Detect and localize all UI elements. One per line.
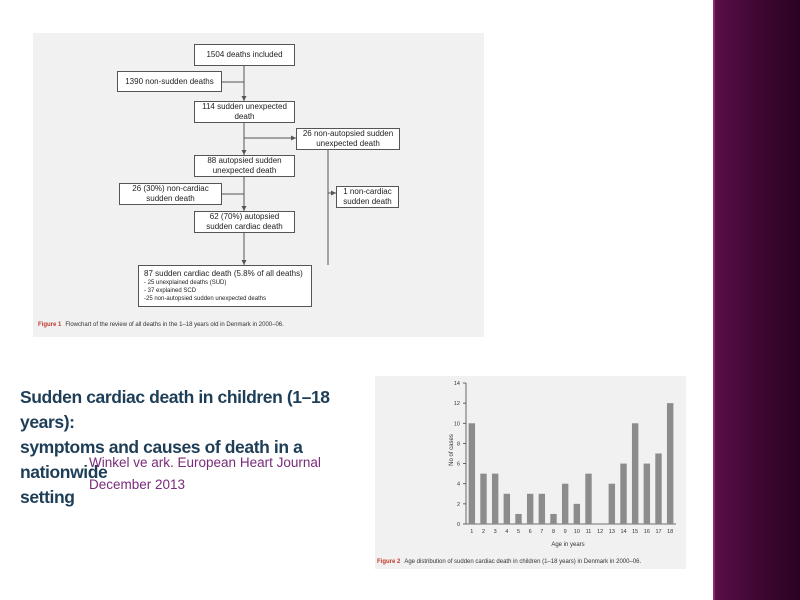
y-tick-label: 2 — [456, 501, 460, 508]
bar-age-2 — [480, 474, 486, 524]
explained-scd-line: - 37 explained SCD — [144, 288, 197, 294]
y-tick-label: 14 — [453, 381, 460, 387]
bar-age-3 — [492, 474, 498, 524]
figure-1-label: Figure 1 — [38, 322, 62, 328]
x-tick-label: 8 — [551, 529, 556, 535]
x-tick-label: 5 — [516, 529, 521, 535]
bar-age-4 — [504, 494, 510, 524]
sudden-cardiac-death-total: 87 sudden cardiac death (5.8% of all deaths) — [144, 269, 303, 278]
bar-age-13 — [609, 484, 615, 524]
age-distribution-chart — [375, 376, 686, 569]
bar-age-6 — [527, 494, 533, 524]
slide-title-line-2: symptoms and causes of death in a nationwide — [20, 437, 303, 482]
age-distribution-figure — [375, 376, 686, 569]
x-tick-label: 15 — [632, 529, 639, 535]
x-tick-label: 17 — [655, 529, 662, 535]
x-tick-label: 13 — [608, 529, 615, 535]
box-non-autopsied: 26 non-autopsied sudden unexpected death — [296, 128, 400, 150]
x-tick-label: 10 — [573, 529, 580, 535]
bar-age-16 — [644, 464, 650, 524]
bar-age-5 — [515, 514, 521, 524]
x-axis-label: Age in years — [551, 542, 585, 548]
bar-age-18 — [667, 403, 673, 524]
y-axis-label: No of cases — [449, 434, 455, 466]
x-tick-label: 4 — [505, 529, 509, 535]
x-tick-label: 11 — [585, 529, 592, 535]
box-non-cardiac-1: 1 non-cardiac sudden death — [336, 186, 399, 208]
bar-age-15 — [632, 423, 638, 524]
figure-2-caption-text: Age distribution of sudden cardiac death in children (1–18 years) in Denmark in 2000–06. — [404, 559, 642, 565]
x-tick-label: 3 — [493, 529, 497, 535]
x-tick-label: 6 — [528, 529, 532, 535]
figure-1-caption — [38, 322, 284, 328]
box-autopsied-cardiac: 62 (70%) autopsied sudden cardiac death — [194, 211, 295, 233]
citation-line-1: Winkel ve ark. European Heart Journal — [89, 455, 321, 470]
figure-2-caption — [377, 559, 641, 565]
unexplained-deaths-line: - 25 unexplained deaths (SUD) — [144, 280, 227, 286]
bar-age-17 — [655, 454, 661, 525]
box-non-sudden-deaths: 1390 non-sudden deaths — [117, 71, 222, 92]
y-tick-label: 6 — [456, 461, 460, 468]
x-tick-label: 12 — [597, 529, 604, 535]
slide-title-line-1: Sudden cardiac death in children (1–18 years): — [20, 387, 330, 432]
y-tick-label: 10 — [453, 421, 460, 428]
bar-age-14 — [620, 464, 626, 524]
box-non-cardiac-30: 26 (30%) non-cardiac sudden death — [119, 183, 222, 205]
non-autopsied-line: -25 non-autopsied sudden unexpected deaths — [144, 296, 267, 302]
bar-age-11 — [585, 474, 591, 524]
citation — [89, 452, 321, 496]
y-tick-label: 4 — [456, 481, 460, 488]
box-deaths-included: 1504 deaths included — [194, 44, 295, 66]
flowchart-figure — [33, 33, 484, 337]
x-tick-label: 1 — [470, 529, 474, 535]
x-tick-label: 2 — [481, 529, 486, 535]
bar-age-9 — [562, 484, 568, 524]
y-tick-label: 12 — [453, 401, 460, 408]
bar-age-10 — [574, 504, 580, 524]
bar-age-1 — [469, 423, 475, 524]
y-tick-label: 8 — [456, 441, 460, 448]
bar-age-7 — [539, 494, 545, 524]
x-tick-label: 7 — [540, 529, 544, 535]
x-tick-label: 18 — [667, 529, 674, 535]
x-tick-label: 16 — [643, 529, 650, 535]
box-autopsied: 88 autopsied sudden unexpected death — [194, 155, 295, 177]
x-tick-label: 14 — [620, 529, 627, 535]
x-tick-label: 9 — [563, 529, 567, 535]
box-sudden-cardiac-death-total — [138, 265, 312, 307]
figure-1-caption-text: Flowchart of the review of all deaths in the 1–18 years old in Denmark in 2000–06. — [65, 322, 284, 328]
box-sudden-unexpected-death: 114 sudden unexpected death — [194, 101, 295, 123]
y-tick-label: 0 — [456, 522, 460, 528]
decorative-side-bar — [713, 0, 800, 600]
bar-age-8 — [550, 514, 556, 524]
citation-line-2: December 2013 — [89, 477, 186, 492]
figure-2-label: Figure 2 — [377, 559, 401, 565]
slide-title-line-3: setting — [20, 487, 75, 507]
